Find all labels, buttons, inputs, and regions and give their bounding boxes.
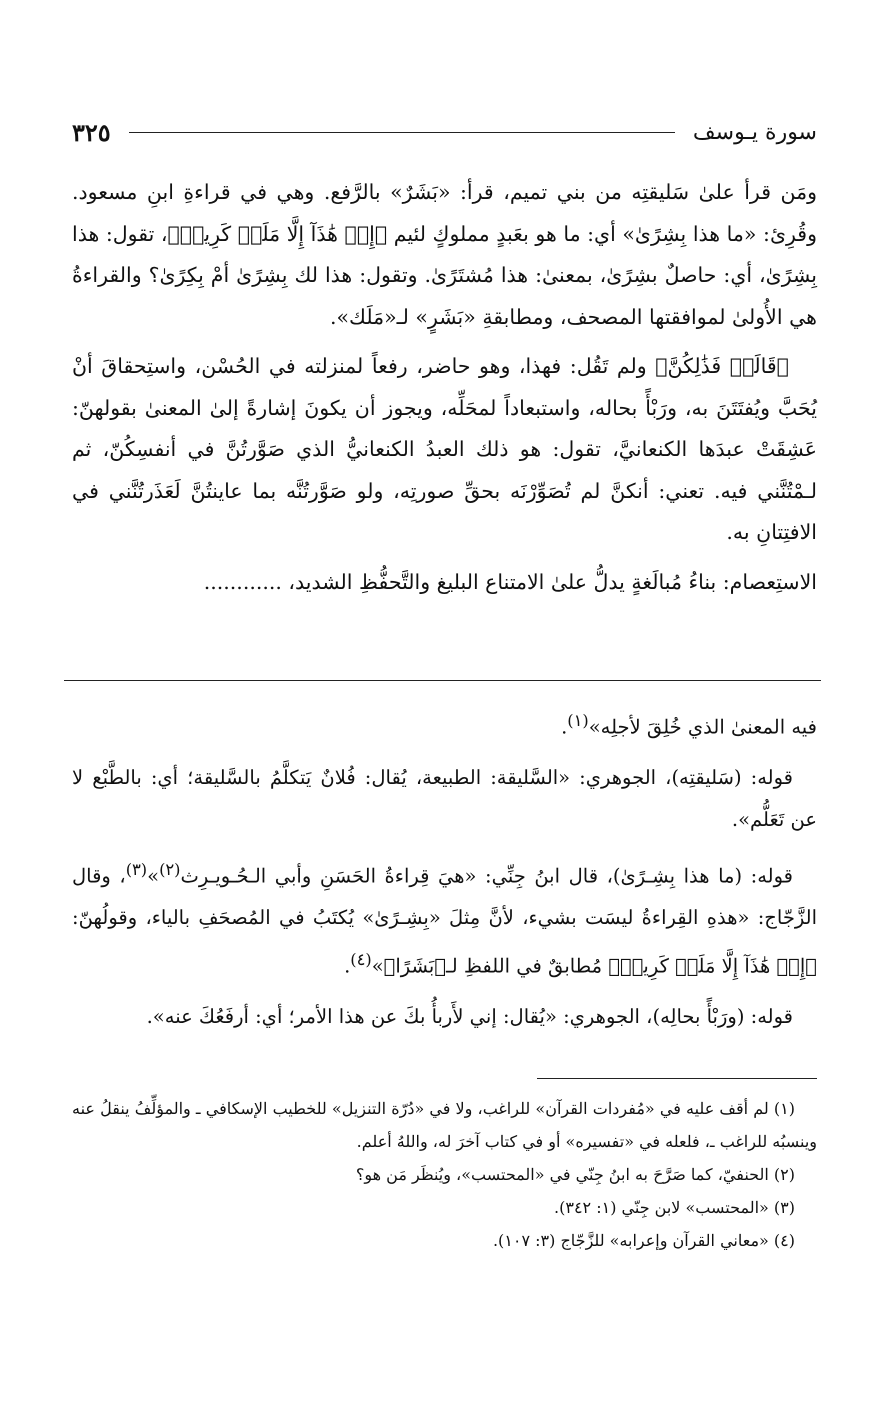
commentary-text-3b: ، وقال الزَّجّاج: «هذهِ القِراءةُ ليسَت بشيء، لأنَّ مِثلَ «بِشِـرًىٰ» يُكتَبُ في المُصحَفِ بالياء، وقولُهنّ: ﴿إِنۡ هَٰذَآ إِلَّا مَلَكٞ كَرِيمٞ﴾ مُطابقٌ في اللفظِ لـ﴿بَشَرًا﴾»	[72, 864, 817, 977]
commentary-text	[72, 700, 817, 1037]
footnote-rule	[537, 1078, 817, 1079]
footnote-number: (٣)	[773, 1198, 795, 1217]
main-paragraph-2: ﴿قَالَتۡ فَذَٰلِكُنَّ﴾ ولم تَقُل: فهذا، وهو حاضر، رفعاً لمنزلته في الحُسْن، واستِحقاقَ أنْ يُحَبَّ ويُفتَتَنَ به، ورَبْأً بحاله، واستبعاداً لمحَلِّه، ويجوز أن يكونَ إشارةً إلىٰ المعنىٰ بقولهنّ: عَشِقَتْ عبدَها الكنعانيَّ، تقول: هو ذلك العبدُ الكنعانيُّ الذي صَوَّرتُنَّ في أنفسِكُنّ، ثم لـمْتُنَّني فيه. تعني: أنكنَّ لم تُصَوِّرْنَه بحقِّ صورتِه، ولو صَوَّرتُنَّه بما عاينتُنَّ لَعَذَرتُنَّني في الافتِتانِ به.	[72, 354, 817, 544]
footnote-ref-3: (٣)	[125, 860, 148, 879]
main-paragraph-1: ومَن قرأ علىٰ سَليقتِه من بني تميم، قرأ: «بَشَرٌ» بالرَّفع. وهي في قراءةِ ابنِ مسعود. وقُرِئ: «ما هذا بِشِرًىٰ» أي: ما هو بعَبدٍ مملوكٍ لئيم ﴿إِنۡ هَٰذَآ إِلَّا مَلَكٞ كَرِيمٞ﴾، تقول: هذا بِشِرًىٰ، أي: حاصلٌ بشِرًىٰ، بمعنىٰ: هذا مُشتَرًىٰ. وتقول: هذا لك بِشِرًىٰ أمْ بِكِرًىٰ؟ والقراءةُ هي الأُولىٰ لموافقتها المصحف، ومطابقةِ «بَشَرٍ» لـ«مَلَك».	[72, 180, 817, 329]
header-rule	[129, 132, 675, 133]
footnotes	[72, 1092, 817, 1257]
quote-close: »	[147, 864, 160, 888]
footnote-1	[72, 1092, 817, 1158]
footnote-text: لم أقف عليه في «مُفردات القرآن» للراغب، ولا في «دُرّة التنزيل» للخطيب الإسكافي ـ والمؤلِّفُ ينقلُ عنه وينسبُه للراغب ـ، فلعله في «تفسيره» أو في كتاب آخرَ له، واللهُ أعلم.	[72, 1099, 817, 1151]
footnote-text: الحنفيّ، كما صَرَّحَ به ابنُ جِنّي في «المحتسب»، ويُنظَر مَن هو؟	[355, 1165, 769, 1184]
commentary-text-3-end: .	[344, 954, 351, 977]
footnote-number: (٢)	[773, 1165, 795, 1184]
footnote-ref-2: (٢)	[159, 860, 181, 879]
commentary-paragraph-4: قوله: (ورَبْأً بحالِه)، الجوهري: «يُقال: إني لأَربأُ بكَ عن هذا الأمر؛ أي: أرفَعُكَ عنه».	[146, 1004, 793, 1028]
commentary-text-1: فيه المعنىٰ الذي خُلِقَ لأجلِه»	[588, 715, 817, 739]
footnote-2	[72, 1158, 817, 1191]
main-text	[72, 172, 817, 603]
footnote-text: «المحتسب» لابن جِنّي (١: ٣٤٢).	[554, 1198, 769, 1217]
footnote-3	[72, 1191, 817, 1224]
commentary-paragraph-2: قوله: (سَليقتِه)، الجوهري: «السَّليقة: الطبيعة، يُقال: فُلانٌ يَتكلَّمُ بالسَّليقة؛ أي: بالطَّبْع لا عن تَعَلُّم».	[72, 766, 817, 831]
footnote-number: (١)	[773, 1099, 796, 1118]
section-divider	[64, 680, 821, 681]
footnote-number: (٤)	[773, 1231, 795, 1250]
commentary-paragraph-1: فيه المعنىٰ الذي خُلِقَ لأجلِه»$^{(١)}$.	[561, 711, 817, 739]
footnote-text: «معاني القرآن وإعرابه» للزَّجّاج (٣: ١٠٧).	[492, 1231, 769, 1250]
commentary-text-3a: قوله: (ما هذا بِشِـرًىٰ)، قال ابنُ جِنِّي: «هيَ قِراءةُ الحَسَنِ وأبي الـحُـويـرِث	[180, 864, 793, 888]
footnote-ref-1: (١)	[567, 711, 589, 730]
footnote-4	[72, 1224, 817, 1257]
footnote-ref-4: (٤)	[350, 949, 372, 969]
surah-title: سورة يـوسف	[692, 119, 817, 145]
page-number: ٣٢٥	[72, 117, 111, 147]
main-paragraph-3: الاستِعصام: بناءُ مُبالَغةٍ يدلُّ علىٰ الامتناع البليغ والتَّحفُّظِ الشديد، ............	[203, 569, 817, 594]
commentary-paragraph-3	[72, 849, 817, 987]
running-header	[72, 112, 817, 152]
